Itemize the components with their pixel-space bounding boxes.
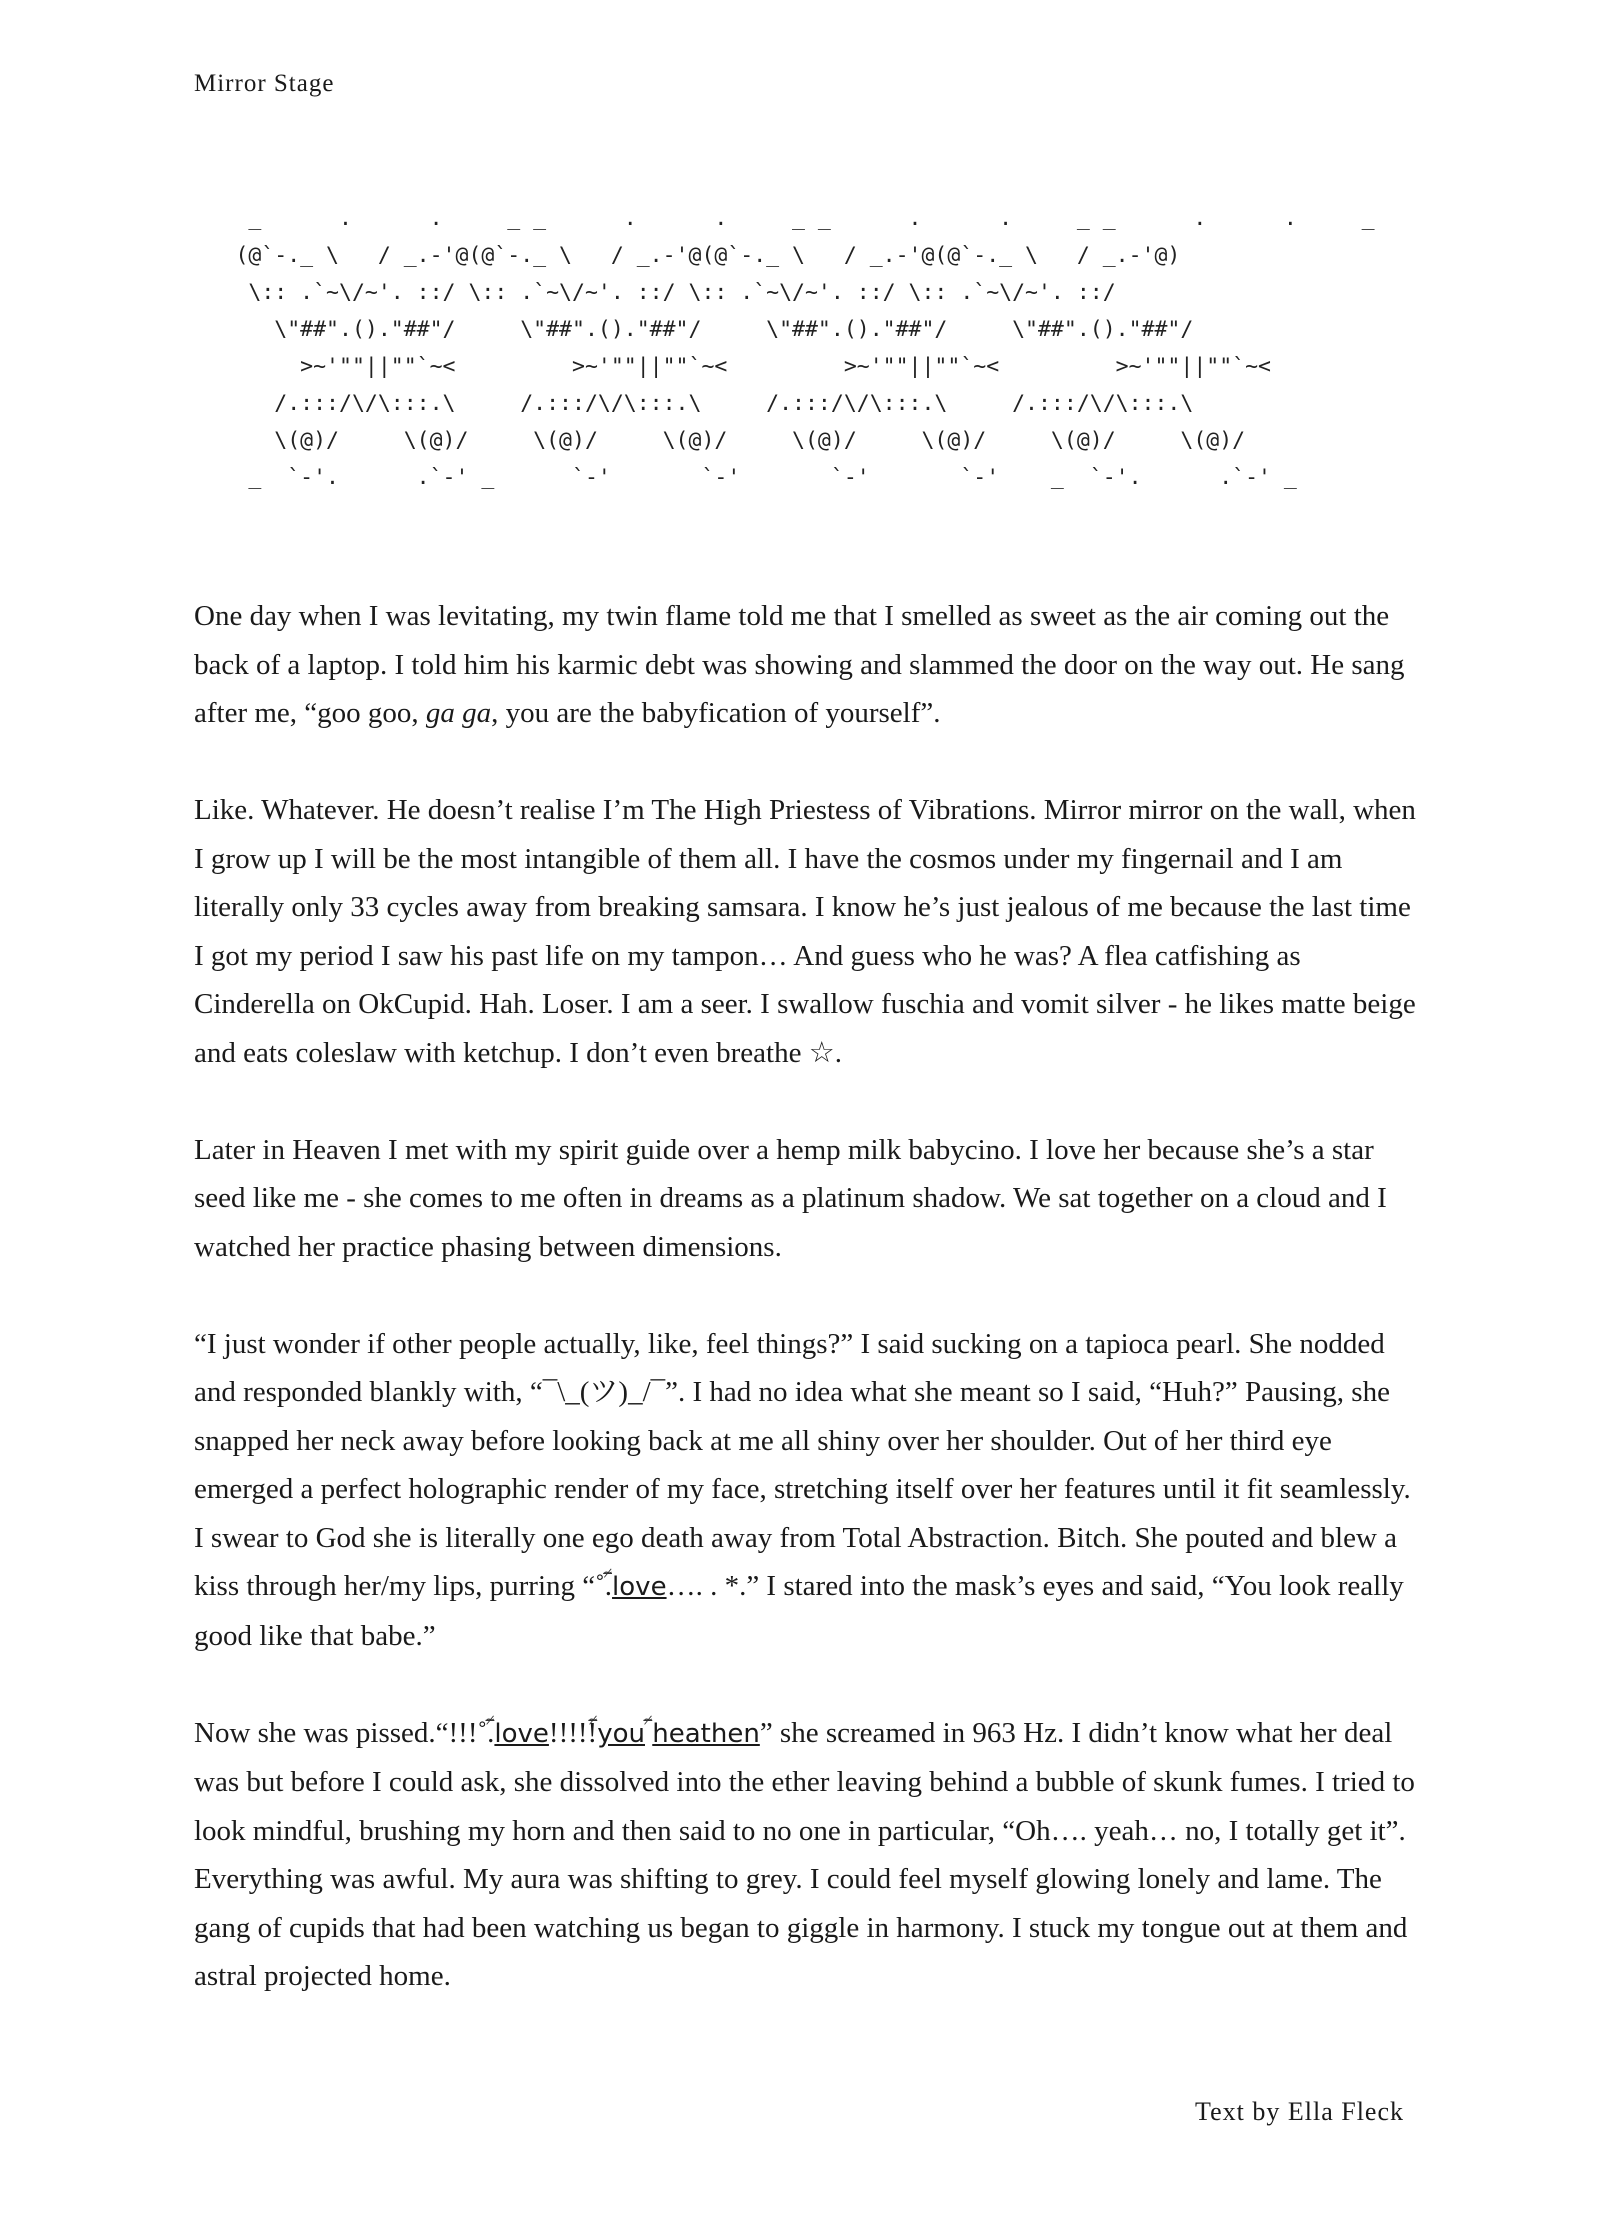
paragraph-5-text-b: ” she screamed in 963 Hz. I didn’t know what her deal was but before I could ask, she dissolved into the ether leaving behind a bubble of skunk fumes. I tried to look mindful, brushing my horn and then said to no one in particular, “Oh…. yeah… no, I totally get it”. Everything was awful. My aura was shifting to grey. I could feel myself glowing lonely and lame. The gang of cupids that had been watching us began to giggle in harmony. I stuck my tongue out at them and astral projected home. <box>194 1716 1415 1992</box>
page-header-title: Mirror Stage <box>194 70 335 97</box>
ascii-art-border <box>200 200 1410 496</box>
paragraph-5-text-a: Now she was pissed.“!!!˚. <box>194 1716 495 1749</box>
glitch-text-heathen: ̶̵̴̷ heathen <box>652 1710 760 1759</box>
glitch-text-you: ̶̵̴̷ you <box>597 1710 645 1759</box>
paragraph-1-text-b: , you are the babyfication of yourself”. <box>491 697 941 729</box>
paragraph-1-text-a: One day when I was levitating, my twin flame told me that I smelled as sweet as the air coming out the back of a laptop. I told him his karmic debt was showing and slammed the door on the way out. He sang after me, “goo goo, <box>194 600 1405 729</box>
ascii-art: _ . . _ _ . . _ _ . . _ _ . . _ (@`-._ \ / _.-'@(@`-._ \ / _.-'@(@`-._ \ / _.-'@(@`-._ \ / _.-'@) \:: .`~\/~'. ::/ \:: .`~\/~'. ::/ \:: .`~\/~'. ::/ \:: .`~\/~'. ::/ \"##".()."##"/ \"##".()."##"/ \"##".()."##"/ \"##".()."##"/ >~'""||""`~< >~'""||""`~< >~'""||""`~< >~'""||""`~< /.:::/\/\:::.\ /.:::/\/\:::.\ /.:::/\/\:::.\ /.:::/\/\:::.\ \(@)/ \(@)/ \(@)/ \(@)/ \(@)/ \(@)/ \(@)/ \(@)/ _ `-'. .`-' _ `-' `-' `-' `-' _ `-'. .`-' _ <box>235 206 1375 490</box>
paragraph-2: Like. Whatever. He doesn’t realise I’m The High Priestess of Vibrations. Mirror mirror on the wall, when I grow up I will be the most intangible of them all. I have the cosmos under my fingernail and I am literally only 33 cycles away from breaking samsara. I know he’s just jealous of me because the last time I got my period I saw his past life on my tampon… And guess who he was? A flea catfishing as Cinderella on OkCupid. Hah. Loser. I am a seer. I swallow fuschia and vomit silver - he likes matte beige and eats coleslaw with ketchup. I don’t even breathe ☆. <box>194 794 1416 1069</box>
paragraph-3: Later in Heaven I met with my spirit guide over a hemp milk babycino. I love her because she’s a star seed like me - she comes to me often in dreams as a platinum shadow. We sat together on a cloud and I watched her practice phasing between dimensions. <box>194 1133 1387 1263</box>
paragraph-5-space <box>645 1717 652 1749</box>
story-body <box>194 592 1424 2049</box>
paragraph-1-italic: ga ga <box>425 697 492 729</box>
glitch-text-love-2: ̶̵̴̷ love <box>494 1710 549 1759</box>
paragraph-5-exclaim: !!!!! <box>548 1716 598 1749</box>
paragraph-4 <box>194 1320 1424 1661</box>
paragraph-5 <box>194 1709 1424 2001</box>
paragraph-4-text-a: “I just wonder if other people actually, like, feel things?” I said sucking on a tapioca pearl. She nodded and responded blankly with, “¯\_(ツ)_/¯”. I had no idea what she meant so I said, “Huh?” Pausing, she snapped her neck away before looking back at me all shiny over her shoulder. Out of her third eye emerged a perfect holographic render of my face, stretching itself over her features until it fit seamlessly. I swear to God she is literally one ego death away from Total Abstraction. Bitch. She pouted and blew a kiss through her/my lips, purring “˚. <box>194 1327 1411 1602</box>
paragraph-4-text-b: …. . *.” I stared into the mask’s eyes and said, “You look really good like that babe.” <box>194 1570 1404 1652</box>
glitch-text-love: ̶̵̴̷ love <box>612 1563 667 1612</box>
author-credit: Text by Ella Fleck <box>1195 2097 1404 2126</box>
paragraph-1 <box>194 592 1424 738</box>
